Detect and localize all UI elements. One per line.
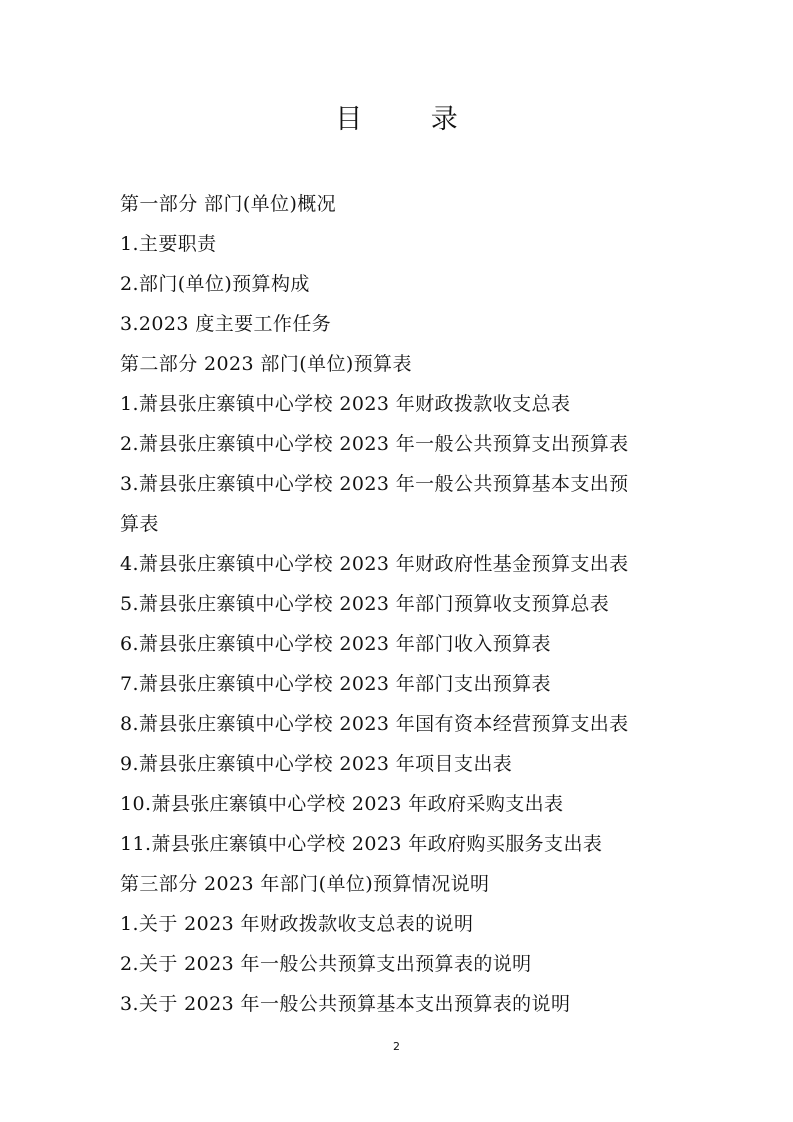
toc-line: 5.萧县张庄寨镇中心学校 2023 年部门预算收支预算总表 [120, 593, 610, 615]
toc-line: 3.关于 2023 年一般公共预算基本支出预算表的说明 [120, 993, 571, 1015]
toc-line: 4.萧县张庄寨镇中心学校 2023 年财政府性基金预算支出表 [120, 553, 629, 575]
toc-line: 2.萧县张庄寨镇中心学校 2023 年一般公共预算支出预算表 [120, 433, 629, 455]
toc-line: 11.萧县张庄寨镇中心学校 2023 年政府购买服务支出表 [120, 833, 603, 855]
toc-line: 2.部门(单位)预算构成 [120, 273, 310, 295]
toc-line: 第一部分 部门(单位)概况 [120, 193, 337, 215]
toc-line: 9.萧县张庄寨镇中心学校 2023 年项目支出表 [120, 753, 513, 775]
toc-line: 3.萧县张庄寨镇中心学校 2023 年一般公共预算基本支出预 [120, 473, 629, 495]
toc-line: 1.主要职责 [120, 233, 217, 255]
toc-line: 7.萧县张庄寨镇中心学校 2023 年部门支出预算表 [120, 673, 551, 695]
toc-line: 6.萧县张庄寨镇中心学校 2023 年部门收入预算表 [120, 633, 551, 655]
table-of-contents [120, 184, 680, 1024]
toc-line: 3.2023 度主要工作任务 [120, 313, 332, 335]
toc-line: 1.关于 2023 年财政拨款收支总表的说明 [120, 913, 474, 935]
toc-line: 10.萧县张庄寨镇中心学校 2023 年政府采购支出表 [120, 793, 564, 815]
page-title: 目 录 [335, 104, 488, 135]
toc-line: 算表 [120, 513, 159, 535]
toc-line: 第三部分 2023 年部门(单位)预算情况说明 [120, 873, 490, 895]
toc-line: 2.关于 2023 年一般公共预算支出预算表的说明 [120, 953, 532, 975]
toc-line: 8.萧县张庄寨镇中心学校 2023 年国有资本经营预算支出表 [120, 713, 629, 735]
toc-line: 第二部分 2023 部门(单位)预算表 [120, 353, 412, 375]
toc-line: 1.萧县张庄寨镇中心学校 2023 年财政拨款收支总表 [120, 393, 571, 415]
page-number: 2 [393, 1040, 400, 1053]
